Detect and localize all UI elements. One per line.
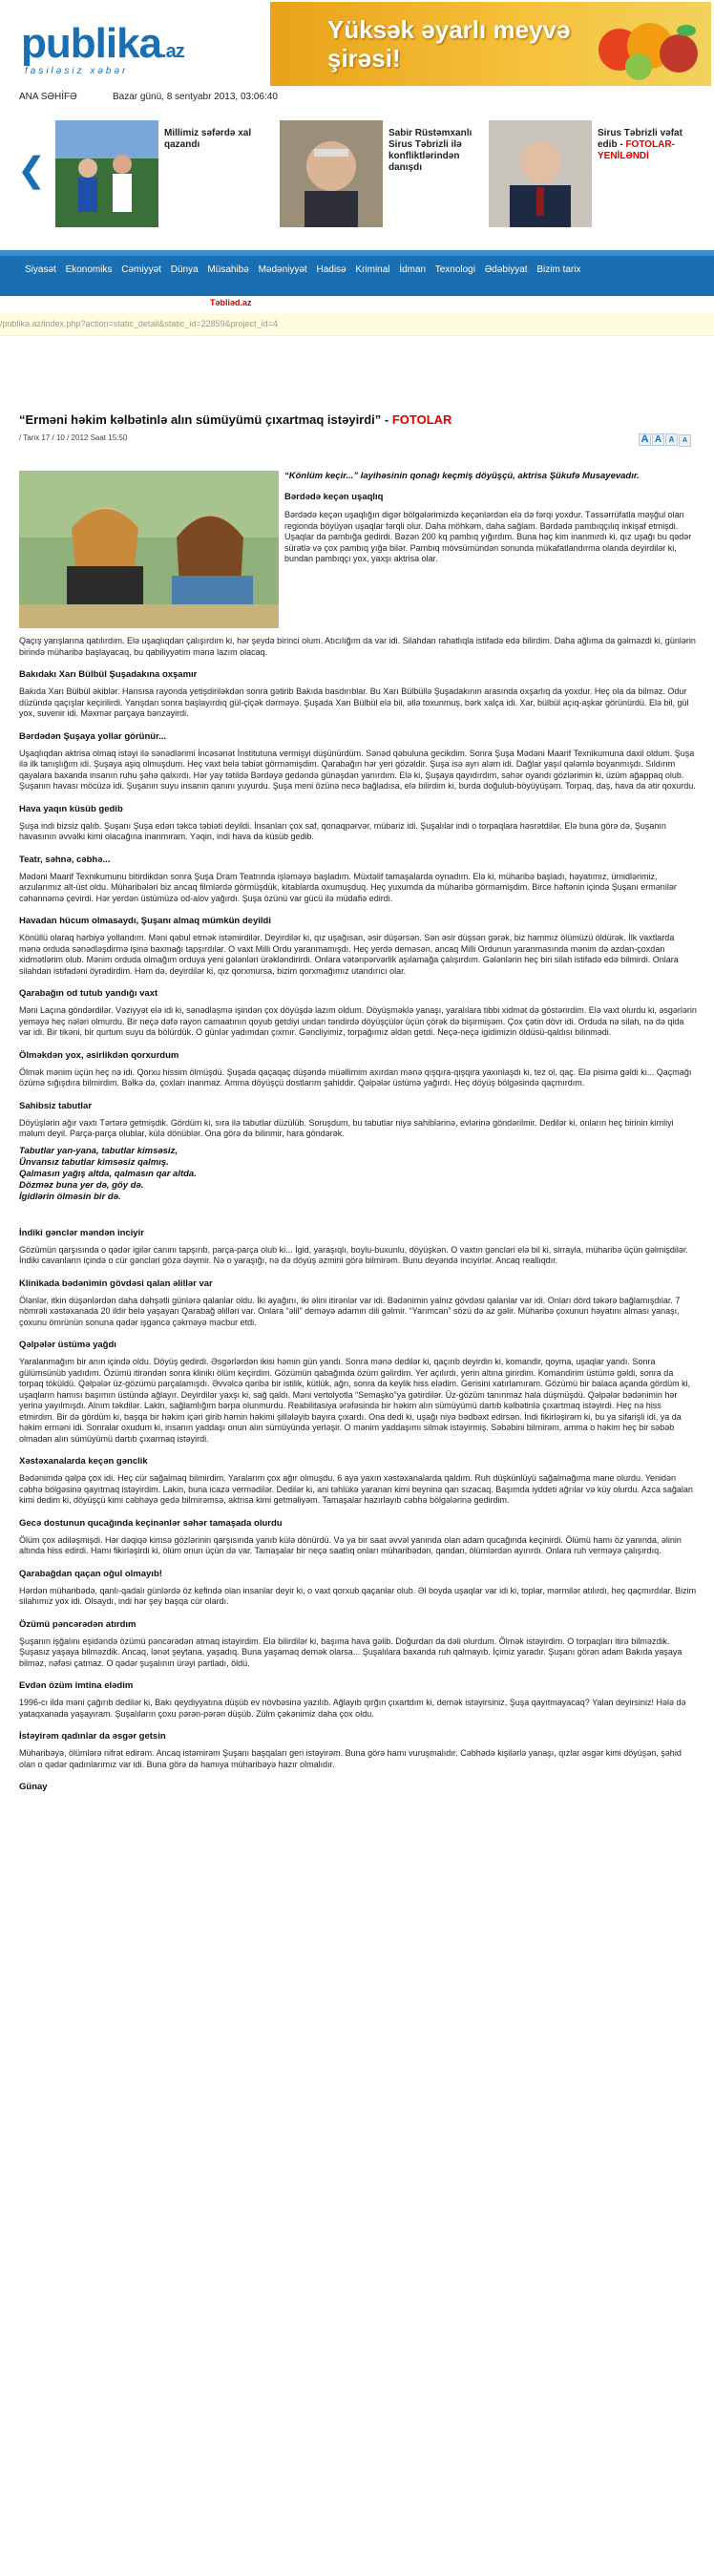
- poem-line: İgidlərin ölməsin bir də.: [19, 1191, 121, 1202]
- subnav-item[interactable]: Təbliəd.az: [210, 298, 252, 307]
- section-heading: Bərdədən Şuşaya yollar görünür...: [19, 730, 167, 742]
- font-size-button[interactable]: A: [665, 433, 678, 446]
- section-heading: Xəstəxanalarda keçən gənclik: [19, 1456, 148, 1467]
- section-heading: Havadan hücum olmasaydı, Şuşanı almaq mümkün deyildi: [19, 916, 271, 926]
- section-heading: Özümü pəncərədən atırdım: [19, 1618, 136, 1630]
- section-heading: İndiki gənclər məndən inciyir: [19, 1227, 144, 1238]
- nav-items: [25, 264, 587, 275]
- paragraph: Müharibəyə, ölümlərə nifrət edirəm. Ancaq istəmirəm Şuşanı başqaları geri istəyirəm. Buna görə hamı vuruşmalıdır. Cəbhədə kişilərlə yanaşı, qızlar əsgər kimi döyüşən, şəhid olan o qədər qadınlarımız var idi. Buna görə də hamıya müharibəyə hazır olmalıdır.: [19, 1748, 682, 1769]
- paragraph: Bədənimdə qəlpə çox idi. Heç cür sağalmaq bilmirdim. Yaralarım çox ağır olmuşdu. 6 aya yaxın xəstəxanalarda qaldım. Ruh düşkünlüyü sağalmağıma mane olurdu. Yenidən cəbhə bölgəsinə qayıtmaq istəyirdim. Lakin, buna icazə vermədilər. Dedilər ki, ani təhlükə yaranan kimi beyninə qan sızacaq. Başımda iyddeti ağrılar və küy olurdu. Azca sağalan kimi dedim ki, döyüşçü kimi cəbhəyə gedə bilmirəmsə, aktrisa kimi getməliyəm. Tamaşalar hazırlayıb cəbhə bölgələrinə gedirdim.: [19, 1473, 693, 1505]
- nav-item[interactable]: Bizim tarix: [536, 264, 581, 275]
- ad-banner[interactable]: [270, 2, 711, 86]
- nav-item[interactable]: Ədəbiyyat: [484, 264, 528, 275]
- section-heading: Qəlpələr üstümə yağdı: [19, 1340, 116, 1350]
- main-nav: [0, 250, 714, 296]
- poem-line: Dözməz buna yer də, göy də.: [19, 1179, 144, 1191]
- paragraph: Döyüşlərin ağır vaxtı Tərtərə getmişdik. Gördüm ki, sıra ilə tabutlar düzülüb. Soruşdum, bu tabutlar niyə sahiblərinə, evlərinə göndərilmir. Dedilər ki, onların heç birinin kimliyi məlum deyil. Parça-parça olublar, külə dönüblər. Ona görə də bilinmir, hara göndərək.: [19, 1117, 674, 1138]
- url-bar: [0, 313, 714, 336]
- nav-item[interactable]: Cəmiyyət: [121, 264, 161, 275]
- poem-line: Ünvansız tabutlar kimsəsiz qalmış.: [19, 1156, 169, 1168]
- font-size-controls: [638, 433, 697, 445]
- poem-line: Qalmasın yağış altda, qalmasın qar altda.: [19, 1168, 197, 1179]
- paragraph: Bərdədə keçən uşaqlığın digər bölgələrimizdə keçənlərdən elə də fərqi yoxdur. Təssərrüfatla məşğul olan regionda böyüyən uşaqlar fərqli olur. Daha möhkəm, daha sağlam. Bərdədə pambıqçılıq inkişaf etmişdi. Uşaqlar da pambığa gedirdi. Bəzən 200 kq pambıq yığırdım. Buna həç kim inanmırdı ki, qız uşağı bu qədər sürətlə və çox pambıq yığa bilər. Pambıq mövsümündən sonunda mükafatlandırma olanda deyirdilər ki, bundan pambıqçı yox, yaxşı aktrisa olar.: [284, 510, 692, 563]
- paragraph: Ölmək mənim üçün heç nə idi. Qorxu hissim ölmüşdü. Şuşada qaçaqaç düşəndə müəllimim axırdan mənə qışqıra-qışqıra yaxınlaşdı ki, tez ol, qaç. Elə pisimə gəldi ki... Qaçmağı özümə sığışdıra bilmirdim. Bəlkə də, çoxları inanmaz. Amma döyüşçü dostlarım şahiddir. Qəlpələr üstümə yağırdı. Heç döyüş bölgəsində qaçmırdım.: [19, 1066, 692, 1087]
- section-heading: Klinikada bədənimin gövdəsi qalan əlillər var: [19, 1277, 213, 1289]
- nav-item[interactable]: Kriminal: [355, 264, 390, 275]
- slide-image: [489, 120, 592, 227]
- section-heading: Qarabağdan qaçan oğul olmayıb!: [19, 1568, 162, 1579]
- nav-item[interactable]: Texnologi: [434, 264, 475, 275]
- section-heading: Evdən özüm imtina elədim: [19, 1680, 134, 1691]
- slide-item[interactable]: [280, 120, 488, 227]
- nav-item[interactable]: Ekonomiks: [65, 264, 113, 275]
- author-name: Günay: [19, 1782, 48, 1792]
- nav-item[interactable]: İdman: [399, 264, 427, 275]
- section-heading: İstəyirəm qadınlar da əsgər getsin: [19, 1731, 166, 1742]
- slide-item[interactable]: [55, 120, 263, 227]
- top-bar: [0, 88, 714, 107]
- article-intro: [284, 471, 697, 571]
- article-meta: / Tarix 17 / 10 / 2012 Saat 15:50: [19, 433, 128, 442]
- site-logo[interactable]: publika.az: [21, 20, 184, 67]
- section-heading: Ölməkdən yox, əsirlikdən qorxurdum: [19, 1049, 179, 1061]
- sub-nav: [0, 296, 714, 311]
- section-heading: Bərdədə keçən uşaqlıq: [284, 492, 384, 502]
- paragraph: Mədəni Maarif Texnikumunu bitirdikdən sonra Şuşa Dram Teatrında işləməyə başladım. Müxtəlif tamaşalarda oynadım. Elə ki, müharibə başladı, həyatımız, ümidlərimiz, arzularımız alt-üst oldu. Müharibələri biz ancaq filmlərdə görmüşdük, kitablarda oxumuşduq. Heç yuxumda da müharibə görməmişdim. Birce həftənin içində Şuşanı ermənilər cəhənnəmə çevirdi. Hər yerdən üstümüzə od-alov yağırdı. Şuşa özünü var gücü ilə müdafiə edirdi.: [19, 871, 677, 903]
- article-body: [19, 636, 697, 1799]
- section-heading: Hava yaqın küsüb gedib: [19, 803, 123, 814]
- intro-quote: “Könlüm keçir...” layihəsinin qonağı keçmiş döyüşçü, aktrisa Şükufə Musayevadır.: [284, 471, 640, 481]
- article-photo: [19, 471, 279, 628]
- paragraph: Şuşanın işğalını eşidəndə özümü pəncərədən atmaq istəyirdim. Elə bilirdilər ki, başıma hava gəlib. Doğurdan da dəli olurdum. Ölmək istəyirdim. O torpaqları itirə bilməzdik. Şuşasız yaşaya bilməzdik. Ancaq, lənət şeytana, yaşadıq. Buna yaşamaq demək olarsa... Şuşalılara baxanda ruh qalmayıb. İçimiz yaradır. Şuşanı görən adam Bakıda yaşaya bilməz, nəfəsi çatmaz. O qədər şuşalının ürəyi partladı, öldü.: [19, 1636, 682, 1668]
- fruit-icon: [591, 11, 705, 80]
- article-header: [19, 412, 697, 445]
- paragraph: Ölüm çox adiləşmişdi. Hər dəqiqə kimsə gözlərinin qarşısında yanıb külə dönürdü. Və ya bir saat əvvəl yanında olan adam qucağında keçinirdi. Ölümü hamı öz yanında, əlinin altında hiss edirdi. Hamı fikirləşirdi ki, ölüm onun üçün də var. Tamaşalar bir neçə saatlıq onları müharibədən, qandan, ölümlərdən ayırırdı. Onlara ruh verməyə çalışırdıq.: [19, 1534, 682, 1555]
- section-heading: Teatr, səhnə, cəbhə...: [19, 854, 111, 865]
- photo-image: [19, 471, 279, 628]
- font-size-button[interactable]: A: [639, 433, 651, 446]
- url-text: /publika.az/index.php?action=static_detail&static_id=22859&project_id=4: [0, 319, 278, 328]
- section-heading: Qarabağın od tutub yandığı vaxt: [19, 988, 158, 999]
- paragraph: Qaçış yarışlarına qatılırdım. Elə uşaqlıqdan çalışırdım ki, hər şeydə birinci olum. Atıcılığım da var idi. Silahdan rahatlıqla istifadə edə bilirdim. Daha ağlıma da gəlməzdi ki, günlərin birində müharibə başlayacaq, bu qabiliyyətim mənə lazım olacaq.: [19, 636, 696, 657]
- banner-text: Yüksək əyarlı meyvə şirəsi!: [327, 15, 571, 73]
- slide-image: [280, 120, 383, 227]
- paragraph: Şuşa indi bizsiz qalıb. Şuşanı Şuşa edən təkcə təbiəti deyildi. İnsanları çox saf, qonaqpərvər, mübariz idi. Şuşalılar indi o torpaqlara həsrətdilər. Elə buna görə də, Şuşanın havasının əvvəlki kimi olacağına inanmıram. Yəqin, indi hava da küsüb gedib.: [19, 820, 666, 841]
- poem-line: Tabutlar yan-yana, tabutlar kimsəsiz,: [19, 1145, 178, 1156]
- article-title: “Erməni həkim kəlbətinlə alın sümüyümü çıxartmaq istəyirdi” - FOTOLAR: [19, 412, 452, 427]
- site-header: [0, 0, 714, 86]
- chevron-left-icon[interactable]: ❮: [17, 150, 47, 189]
- font-size-button[interactable]: A: [652, 433, 664, 446]
- nav-item[interactable]: Siyasət: [25, 264, 56, 275]
- paragraph: 1996-cı ildə məni çağırıb dedilər ki, Bakı qeydiyyatına düşüb ev növbəsinə yazılıb. Ağlayıb qırğın çıxartdım ki, demək istəyirsiniz, Şuşa qayıtmayacaq? Yalan deyirsiniz! Hələ də yataqxanada yaşayıram. Şuşalıların çoxu pərən-pərən düşüb. Zülm çəkənimiz daha çox oldu.: [19, 1698, 686, 1719]
- paragraph: Bakıda Xarı Bülbül əkiblər. Hansısa rayonda yetişdiriləkdən sonra gətirib Bakıda basdırıblar. Bu Xarı Bülbüllə Şuşadakının arasında oxşarlıq da yoxdur. Heç ola da bilməz. Odur düzündə qaçışlar keçirilirdi. Yarışdan sonra başlayırdıq gül-çiçək dərməyə. Şuşada Xarı Bülbül elə bil, əllə toxunmuş, bərk xalça idi. Xar, bülbül açıq-aşkar görünürdü. Elə bil, gül yox, suvenir idi. Məxmər parçaya bənzəyirdi.: [19, 686, 689, 718]
- slide-title-red: FOTOLAR-YENİLƏNDİ: [598, 139, 675, 161]
- paragraph: Ölənlər, itkin düşənlərdən daha dəhşətli günlərə qalanlar oldu. İki ayağını, iki əlini itirənlər var idi. Bədənimin yalnız gövdəsi qalanlar var idi. Onları dörd təkərə bağlamışdılar. 7 nömrəli xəstəxanada 20 ildir belə yaşayan Qarabağ əlilləri var. Onlara “əlil” deməyə adamın dili gəlmir. “Yarımcan” sözü də az gəlir. Müharibə çoxunun həyatını alması yanaşı, çoxunu ömrünün sonuna qədər işgəncə çəkməyə məcbur etdi.: [19, 1295, 681, 1327]
- paragraph: Gözümün qarşısında o qədər igilər canını tapşırıb, parça-parça olub ki... İgid, yaraşıqlı, boylu-buxunlu, döyüşkən. O vaxtın gəncləri elə bil ki, sirrayla, müharibə üçün gəlmişdilər. İndiki cavanların içində o cür gəncləri gözə dəymir. Nə o yaraşığı, nə də döyüş əzmini görə bilmirəm. Bunu deyəndə inciyirlər. Ancaq reallıqdır.: [19, 1244, 688, 1265]
- slide-title: Sirus Təbrizli vəfat edib - FOTOLAR-YENİLƏNDİ: [598, 128, 682, 161]
- section-heading: Sahibsiz tabutlar: [19, 1100, 93, 1111]
- nav-item[interactable]: Müsahibə: [207, 264, 249, 275]
- nav-item[interactable]: Hadisə: [316, 264, 346, 275]
- paragraph: Hərdən müharibədə, qanlı-qadalı günlərdə öz kefində olan insanlar deyir ki, o vaxt qorxub qaçanlar olub. Əl boyda uşaqlar var idi ki, toplar, mərmilər atılırdı, heç qaçmırdılar. Bizim silahımız yox idi. Olsaydı, indi hər şey başqa cür olardı.: [19, 1585, 697, 1606]
- nav-item[interactable]: Dünya: [170, 264, 199, 275]
- news-slider: [0, 116, 714, 237]
- article-title-red: FOTOLAR: [391, 412, 452, 427]
- font-size-button[interactable]: A: [679, 434, 691, 447]
- section-heading: Bakıdakı Xarı Bülbül Şuşadakına oxşamır: [19, 669, 198, 680]
- paragraph: Yaralanmağım bir anın içində oldu. Döyüş gedirdi. Əsgərlərdən ikisi həmin gün yandı. Sonra mənə dedilər ki, qaçırıb deyirdin ki, komandir, qoyma, uşaqlar yandı. Sonra gülümsünüb yadıdım. Özümü itirəndən sonra klinikı ölüm keçirdim. Gözümün qabağında özüm gəlirdim. Yer açılırdı, yerin altına girirdim. Komandirim üstümə gəldi, sonra da torpaq töküldü. Qəlpələr üz-gözümü parçalamışdı. Əvvəlcə qəribə bir istilik, kütlük, ağrı, sonra da keylik hiss elədim. Gerisini xatırlamıram. Gözümü bir balaca açanda gördüm ki, uşaqların hamısı başımın üstündə ağlayır. Deyirdilər yaxşı ki, sağ qaldı. Məni vertolyotla “Semaşko”ya gətirdilər. Üz-gözüm tanınmaz hala düşmüşdü. Qəlpələr bədənimin hər yerinə yayılmışdı. Alnım təkdilər. Lakin, sağlamlığım bərpa olunmurdu. Reabilitasiya ərəfəsində bir həkim alın sümüyümü dartıb kəlbətinlə çıxartmaq istəyirdi. Heç nə hiss etmirdim. Bir də gördüm ki, başqa bir həkim içəri girib həmin həkimi şillələyib bayıra çıxardı. Ona dedi ki, uşağı niyə bədbəxt edirsən. İndi fikirləşirəm ki, bu ya sifarişli idi, ya da həkim erməni idi. Sonralar oxudum ki, insanın yaddaşı onun alın sümüyündə yerləşir. O mənim yaddaşımı silmək istəyirmiş. Səbəbini bilmirəm, amma o həkim heç bir səbəb olmadan alın sümüyümü dartıb çıxarmaq istəyirdi.: [19, 1357, 691, 1444]
- current-datetime: Bazar günü, 8 sentyabr 2013, 03:06:40: [113, 92, 278, 102]
- paragraph: Uşaqlıqdan aktrisa olmaq istəyi ilə sənədlərimi İncəsənət İnstitutuna vermişyi düşünürdüm. Sənəd qəbuluna gecikdim. Sonra Şuşa Mədəni Maarif Texnikumuna daxil oldum. Şuşa ilə ilk tanışlığım idi. Şuşaya aşiq olmuşdum. Heç vaxt belə təbiət görməmişdim. Qarabağın hər yeri gözəldir. Şuşa isə ayrı aləm idi. Dağlar yaşıl qələmlə boyanmışdı. Sıldırım qayalara baxanda insanın ruhu şəhə qalxırdı. Hər yay tətildə Bərdəyə gedəndə günəşdən yanırdım. Elə ki, Şuşaya qayıdırdım, səhər oyandı gözlərimin ki, üzüm ağappaq olub. Şuşanın havası möcüzə idi. Şuşanın suyu insanın qanını yuyurdu. Şuşa meni özünə necə bağladısa, elə bilirdim ki, burda doğulub-böyüyüşəm. Torpaq, daş, hava da ətir qoxurdu.: [19, 748, 696, 791]
- paragraph: Könüllü olaraq hərbiyə yollandım. Məni qəbul etmək istəmirdilər. Deyirdilər ki, qız uşağısan, əsir düşərsən. Sən əsir düşsən gərək, biz hammız ölümüzü öldürək. İlk vaxtlarda mənə orduda sənədləşdirmə işinə baxmağı tapşırdılar. O vaxt Milli Ordu yaranmamışdı. Heç yerdə deməsən, ancaq Milli Ordunun yaranmasında mənim də azdan-çoxdan xidmətlərim olub. Mənim orduda olmağım orduya yeni gələnləri ürəkləndirirdi. Onlara vətənpərvərlik aşılamağa çalışırdım. Gələnlərin heç biri silah istifadə edə bilmirdi. Onlara silahdan istifadəni öyrədirdim. Həm də, deyirdilər ki, qız qorxmursa, bizim qorxmağımız utandırıcı olar.: [19, 933, 679, 976]
- slide-image: [55, 120, 158, 227]
- site-slogan: fasiləsiz xəbər: [25, 66, 129, 76]
- paragraph: Məni Laçına göndərdilər. Vəziyyət elə idi ki, sənədləşmə işindən çox döyüşdə lazım oldum. Döyüşməklə yanaşı, yaralılara tibbi xidmət də göstərirdim. Elə vaxt olurdu ki, əsgərlərin yeməyə heç nələri olmurdu. Bir neçə dəfə rayon camaatının qoyub getdiyi undan təndirdə döyüşçülər üçün çörək də bişirmişəm. Çox çətin dövr idi. Orduda nə silah, nə də qida var idi. Bir tikəni, bir qurtum suyu da bölürdük. O günlər yadımdan çıxmır. Gəncliyimiz, torpağımız əldən getdi. Neçə-neçə igidimizin öldüsü-qaldısı bilinmədi.: [19, 1005, 697, 1037]
- logo-tld: .az: [161, 41, 184, 62]
- section-heading: Gecə dostunun qucağında keçinənlər səhər tamaşada olurdu: [19, 1517, 283, 1529]
- nav-item[interactable]: Mədəniyyət: [258, 264, 307, 275]
- slide-title: Sabir Rüstəmxanlı Sirus Təbrizli ilə konfliktlərindən danışdı: [388, 128, 472, 173]
- slide-title: Millimiz səfərdə xal qazandı: [164, 128, 252, 150]
- home-link[interactable]: ANA SƏHİFƏ: [19, 92, 77, 102]
- slide-item[interactable]: [489, 120, 697, 227]
